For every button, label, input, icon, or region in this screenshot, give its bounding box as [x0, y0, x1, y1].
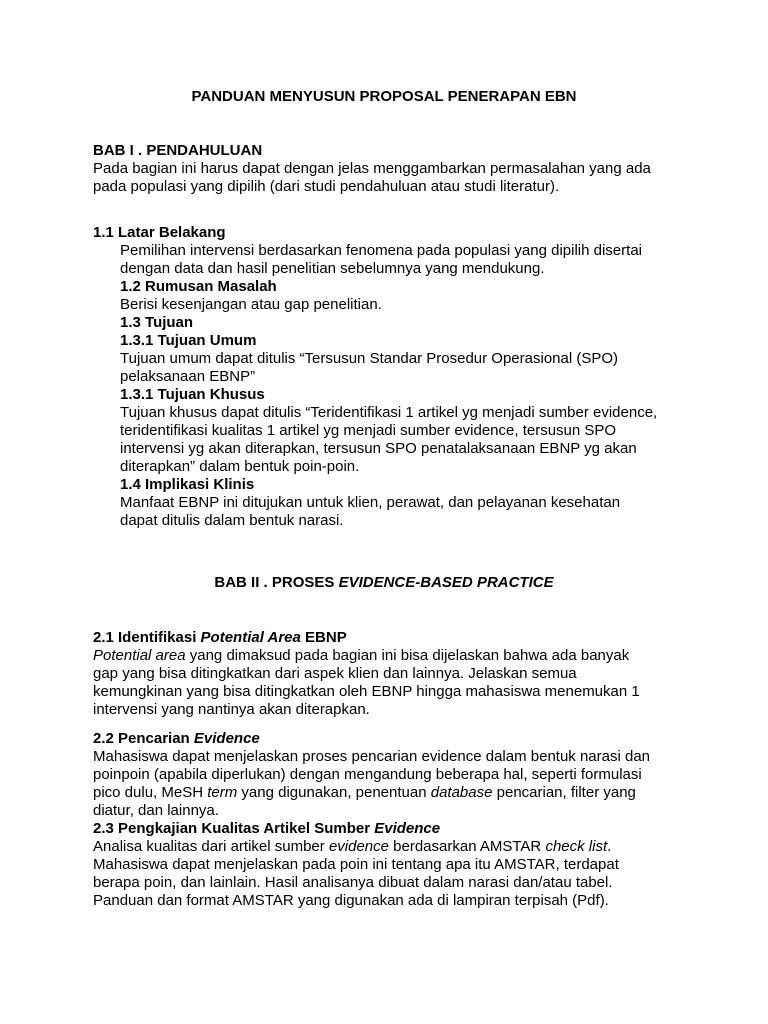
section-2-2-text — [93, 784, 636, 802]
section-2-3-text — [93, 838, 611, 856]
section-2-1-heading — [93, 629, 347, 647]
section-1-2-text: Berisi kesenjangan atau gap penelitian. — [120, 296, 382, 313]
bab1-intro-line: Pada bagian ini harus dapat dengan jelas menggambarkan permasalahan yang ada — [93, 160, 651, 177]
section-1-2-heading: 1.2 Rumusan Masalah — [120, 278, 277, 295]
section-1-3-2-text: diterapkan” dalam bentuk poin-poin. — [120, 458, 360, 475]
section-1-4-text: dapat ditulis dalam bentuk narasi. — [120, 512, 344, 529]
section-1-4-heading: 1.4 Implikasi Klinis — [120, 476, 255, 493]
section-2-1-text-rest: yang dimaksud pada bagian ini bisa dijelaskan bahwa ada banyak — [185, 647, 630, 664]
bab2-heading — [0, 574, 768, 592]
section-1-3-2-text: Tujuan khusus dapat ditulis “Teridentifikasi 1 artikel yg menjadi sumber evidence, — [120, 404, 658, 421]
section-1-1-heading: 1.1 Latar Belakang — [93, 224, 226, 241]
section-1-3-2-text: intervensi yg akan diterapkan, tersusun SPO penatalaksanaan EBNP yg akan — [120, 440, 637, 457]
section-2-1-text — [93, 647, 629, 665]
section-1-1-text: Pemilihan intervensi berdasarkan fenomena pada populasi yang dipilih disertai — [120, 242, 642, 259]
section-2-1-heading-text: 2.1 Identifikasi — [93, 629, 201, 646]
section-2-2-text-part: pico dulu, MeSH — [93, 784, 208, 801]
section-1-3-2-heading: 1.3.1 Tujuan Khusus — [120, 386, 265, 403]
section-1-1-text: dengan data dan hasil penelitian sebelumnya yang mendukung. — [120, 260, 545, 277]
section-2-2-text-part: yang digunakan, penentuan — [237, 784, 431, 801]
section-2-3-text: Panduan dan format AMSTAR yang digunakan ada di lampiran terpisah (Pdf). — [93, 892, 609, 909]
section-2-3-heading-italic: Evidence — [374, 820, 441, 837]
section-2-2-italic-term: term — [207, 784, 238, 801]
section-2-2-heading-italic: Evidence — [193, 730, 260, 747]
bab1-intro-line: pada populasi yang dipilih (dari studi pendahuluan atau studi literatur). — [93, 178, 560, 195]
section-1-4-text: Manfaat EBNP ini ditujukan untuk klien, perawat, dan pelayanan kesehatan — [120, 494, 621, 511]
section-2-3-text-part: berdasarkan AMSTAR — [388, 838, 546, 855]
section-2-3-heading-text: 2.3 Pengkajian Kualitas Artikel Sumber — [93, 820, 375, 837]
section-2-2-heading — [93, 730, 260, 748]
section-2-3-text: berapa poin, dan lainlain. Hasil analisanya dibuat dalam narasi dan/atau tabel. — [93, 874, 613, 891]
section-2-1-heading-suffix: EBNP — [300, 629, 347, 646]
bab2-heading-italic: EVIDENCE-BASED PRACTICE — [338, 574, 554, 591]
section-2-2-text: Mahasiswa dapat menjelaskan proses pencarian evidence dalam bentuk narasi dan — [93, 748, 651, 765]
section-1-3-heading: 1.3 Tujuan — [120, 314, 194, 331]
section-2-2-text: poinpoin (apabila diperlukan) dengan mengandung beberapa hal, seperti formulasi — [93, 766, 642, 783]
document-title: PANDUAN MENYUSUN PROPOSAL PENERAPAN EBN — [191, 88, 577, 105]
section-1-3-1-heading: 1.3.1 Tujuan Umum — [120, 332, 257, 349]
section-1-3-2-text: teridentifikasi kualitas 1 artikel yg menjadi sumber evidence, tersusun SPO — [120, 422, 617, 439]
section-2-1-italic-term: Potential area — [93, 647, 186, 664]
section-2-2-text-part: pencarian, filter yang — [492, 784, 636, 801]
section-2-3-text-part: . — [607, 838, 612, 855]
section-2-3-heading — [93, 820, 440, 838]
section-2-2-italic-database: database — [430, 784, 493, 801]
section-2-2-heading-text: 2.2 Pencarian — [93, 730, 194, 747]
section-1-3-1-text: Tujuan umum dapat ditulis “Tersusun Standar Prosedur Operasional (SPO) — [120, 350, 619, 367]
section-2-3-italic-checklist: check list — [545, 838, 608, 855]
section-2-1-text: intervensi yang nantinya akan diterapkan. — [93, 701, 370, 718]
section-2-3-italic-evidence: evidence — [328, 838, 389, 855]
bab2-heading-text: BAB II . PROSES — [214, 574, 339, 591]
section-2-3-text: Mahasiswa dapat menjelaskan pada poin ini tentang apa itu AMSTAR, terdapat — [93, 856, 619, 873]
section-2-3-text-part: Analisa kualitas dari artikel sumber — [93, 838, 329, 855]
section-2-1-text: gap yang bisa ditingkatkan dari aspek klien dan lainnya. Jelaskan semua — [93, 665, 577, 682]
section-2-2-text: diatur, dan lainnya. — [93, 802, 219, 819]
section-2-1-heading-italic: Potential Area — [200, 629, 301, 646]
section-2-1-text: kemungkinan yang bisa ditingkatkan oleh EBNP hingga mahasiswa menemukan 1 — [93, 683, 640, 700]
section-1-3-1-text: pelaksanaan EBNP” — [120, 368, 256, 385]
bab1-heading: BAB I . PENDAHULUAN — [93, 142, 263, 159]
